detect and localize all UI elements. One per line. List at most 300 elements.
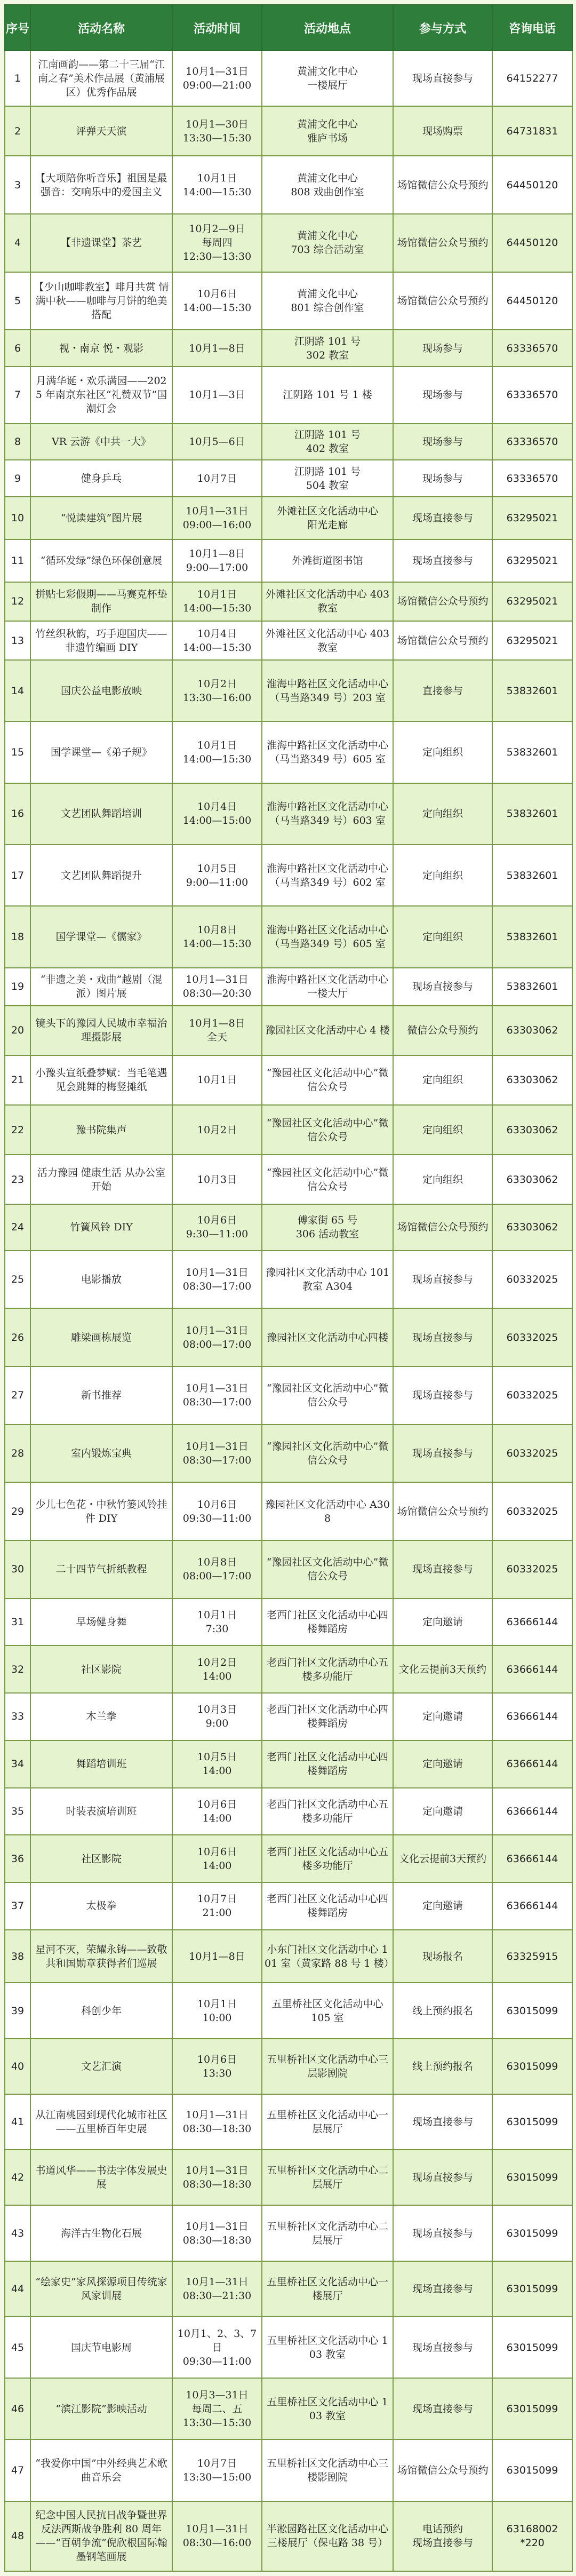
table-row <box>5 539 572 582</box>
contact-phone: 60332025 <box>492 1251 572 1309</box>
activity-time: 10月1—8日 <box>172 330 262 367</box>
participation-method: 现场参与 <box>393 424 492 460</box>
activity-name: 新书推荐 <box>30 1366 172 1425</box>
activity-time: 10月5日 14:00 <box>172 1740 262 1788</box>
activity-name: 室内锻炼宝典 <box>30 1425 172 1483</box>
activity-time: 10月3—31日 每周二、五 13:30—15:30 <box>172 2378 262 2439</box>
row-index: 22 <box>5 1105 30 1155</box>
activity-time: 10月1—31日 09:00—16:00 <box>172 497 262 539</box>
participation-method: 定向组织 <box>393 906 492 967</box>
contact-phone: 64731831 <box>492 106 572 156</box>
activity-time: 10月6日 13:30 <box>172 2039 262 2094</box>
activity-time: 10月3日 <box>172 1155 262 1204</box>
activity-name: 小豫头宣纸叠梦赋：当毛笔遇见会跳舞的梅竖摊纸 <box>30 1055 172 1105</box>
activity-place: 外滩社区文化活动中心 阳光走廊 <box>262 497 393 539</box>
contact-phone: 63295021 <box>492 539 572 582</box>
row-index: 43 <box>5 2205 30 2261</box>
activity-time: 10月1—31日 08:30—21:30 <box>172 2261 262 2317</box>
table-row <box>5 1540 572 1599</box>
activity-time: 10月4日 14:00—15:30 <box>172 621 262 660</box>
row-index: 28 <box>5 1425 30 1483</box>
contact-phone: 63336570 <box>492 460 572 497</box>
row-index: 33 <box>5 1693 30 1740</box>
activity-name: 【大项陪你听音乐】祖国是最强音：交响乐中的爱国主义 <box>30 156 172 214</box>
participation-method: 场馆微信公众号预约 <box>393 2439 492 2501</box>
table-row <box>5 1930 572 1983</box>
table-row <box>5 2261 572 2317</box>
activity-place: 黄浦文化中心 703 综合活动室 <box>262 214 393 272</box>
participation-method: 定向邀请 <box>393 1788 492 1835</box>
row-index: 25 <box>5 1251 30 1309</box>
contact-phone: 63015099 <box>492 2378 572 2439</box>
row-index: 45 <box>5 2317 30 2378</box>
participation-method: 现场直接参与 <box>393 968 492 1006</box>
participation-method: 现场直接参与 <box>393 1425 492 1483</box>
activity-name: “绘家史”家风探源项目传统家风家训展 <box>30 2261 172 2317</box>
participation-method: 文化云提前3天预约 <box>393 1835 492 1882</box>
activity-time: 10月2日 13:30—16:00 <box>172 660 262 721</box>
activity-place: 五里桥社区文化活动中心 105 室 <box>262 1983 393 2038</box>
activity-place: “豫园社区文化活动中心”微信公众号 <box>262 1540 393 1599</box>
row-index: 2 <box>5 106 30 156</box>
activity-place: 老西门社区文化活动中心五楼多功能厅 <box>262 1835 393 1882</box>
table-row <box>5 1599 572 1646</box>
activity-name: 从江南桃园到现代化城市社区——五里桥百年史展 <box>30 2094 172 2150</box>
participation-method: 线上预约报名 <box>393 1983 492 2038</box>
activity-time: 10月1—31日 08:00—17:00 <box>172 1308 262 1366</box>
participation-method: 定向组织 <box>393 1055 492 1105</box>
participation-method: 现场直接参与 <box>393 2317 492 2378</box>
contact-phone: 64450120 <box>492 214 572 272</box>
contact-phone: 63303062 <box>492 1105 572 1155</box>
table-row <box>5 424 572 460</box>
contact-phone: 63295021 <box>492 582 572 621</box>
table-row <box>5 1155 572 1204</box>
row-index: 27 <box>5 1366 30 1425</box>
table-row <box>5 2501 572 2571</box>
participation-method: 现场参与 <box>393 460 492 497</box>
table-row <box>5 1204 572 1250</box>
row-index: 46 <box>5 2378 30 2439</box>
row-index: 5 <box>5 272 30 330</box>
activity-time: 10月1日 <box>172 1055 262 1105</box>
activity-place: 黄浦文化中心 808 戏曲创作室 <box>262 156 393 214</box>
participation-method: 现场直接参与 <box>393 2378 492 2439</box>
activity-place: 外滩社区文化活动中心 403 教室 <box>262 621 393 660</box>
activity-time: 10月1—31日 09:00—21:00 <box>172 51 262 106</box>
activity-name: 拼贴七彩假期——马赛克杯垫制作 <box>30 582 172 621</box>
activity-name: 书道风华——书法字体发展史展 <box>30 2150 172 2205</box>
activity-time: 10月1—31日 08:30—17:00 <box>172 1425 262 1483</box>
activity-time: 10月6日 9:30—11:00 <box>172 1204 262 1250</box>
activity-time: 10月1—31日 08:30—17:00 <box>172 1366 262 1425</box>
activity-place: 淮海中路社区文化活动中心一楼大厅 <box>262 968 393 1006</box>
activity-name: 电影播放 <box>30 1251 172 1309</box>
activity-time: 10月1—31日 08:30—18:30 <box>172 2205 262 2261</box>
activity-name: “悦读建筑”图片展 <box>30 497 172 539</box>
activity-name: 文艺汇演 <box>30 2039 172 2094</box>
contact-phone: 63015099 <box>492 2317 572 2378</box>
activity-time: 10月1—3日 <box>172 367 262 423</box>
activity-place: 淮海中路社区文化活动中心（马当路349 号）605 室 <box>262 906 393 967</box>
row-index: 16 <box>5 783 30 845</box>
activity-place: 老西门社区文化活动中心四楼舞蹈房 <box>262 1740 393 1788</box>
contact-phone: 53832601 <box>492 721 572 783</box>
participation-method: 定向组织 <box>393 721 492 783</box>
activity-name: 江南画韵——第二十三届“江南之春”美术作品展（黄浦展区）优秀作品展 <box>30 51 172 106</box>
activity-place: 淮海中路社区文化活动中心（马当路349 号）605 室 <box>262 721 393 783</box>
contact-phone: 64450120 <box>492 272 572 330</box>
activity-name: 早场健身舞 <box>30 1599 172 1646</box>
participation-method: 现场直接参与 <box>393 1251 492 1309</box>
participation-method: 定向邀请 <box>393 1740 492 1788</box>
activity-place: “豫园社区文化活动中心”微信公众号 <box>262 1105 393 1155</box>
row-index: 37 <box>5 1882 30 1930</box>
participation-method: 定向邀请 <box>393 1882 492 1930</box>
activity-place: 五里桥社区文化活动中心一楼展厅 <box>262 2261 393 2317</box>
activity-place: 五里桥社区文化活动中心 103 教室 <box>262 2317 393 2378</box>
activity-place: 老西门社区文化活动中心四楼舞蹈房 <box>262 1693 393 1740</box>
activity-place: 江阴路 101 号 402 教室 <box>262 424 393 460</box>
activity-name: 镜头下的豫园人民城市幸福治理摄影展 <box>30 1006 172 1055</box>
contact-phone: 64152277 <box>492 51 572 106</box>
contact-phone: 63303062 <box>492 1155 572 1204</box>
contact-phone: 63295021 <box>492 497 572 539</box>
activity-name: 时装表演培训班 <box>30 1788 172 1835</box>
activity-name: 豫书院集声 <box>30 1105 172 1155</box>
row-index: 29 <box>5 1482 30 1540</box>
row-index: 48 <box>5 2501 30 2571</box>
table-row <box>5 2378 572 2439</box>
activity-name: 竹簧风铃 DIY <box>30 1204 172 1250</box>
activity-time: 10月5—6日 <box>172 424 262 460</box>
row-index: 47 <box>5 2439 30 2501</box>
contact-phone: 60332025 <box>492 1308 572 1366</box>
activity-time: 10月1日 14:00—15:30 <box>172 582 262 621</box>
table-row <box>5 621 572 660</box>
participation-method: 微信公众号预约 <box>393 1006 492 1055</box>
row-index: 39 <box>5 1983 30 2038</box>
table-row <box>5 1835 572 1882</box>
activity-place: 老西门社区文化活动中心五楼多功能厅 <box>262 1788 393 1835</box>
activity-place: 豫园社区文化活动中心 101 教室 A304 <box>262 1251 393 1309</box>
participation-method: 定向邀请 <box>393 1599 492 1646</box>
contact-phone: 63015099 <box>492 2261 572 2317</box>
row-index: 42 <box>5 2150 30 2205</box>
row-index: 32 <box>5 1645 30 1693</box>
table-row <box>5 2094 572 2150</box>
activity-table <box>4 4 573 2572</box>
activity-place: “豫园社区文化活动中心”微信公众号 <box>262 1425 393 1483</box>
activity-name: 纪念中国人民抗日战争暨世界反法西斯战争胜利 80 周年——“百朝争流”倪欣根国际翰墨钢笔画展 <box>30 2501 172 2571</box>
activity-place: 黄浦文化中心 801 综合创作室 <box>262 272 393 330</box>
activity-place: 小东门社区文化活动中心 101 室（黄家路 88 号 1 楼） <box>262 1930 393 1983</box>
participation-method: 定向组织 <box>393 783 492 845</box>
activity-name: VR 云游《中共一大》 <box>30 424 172 460</box>
participation-method: 场馆微信公众号预约 <box>393 214 492 272</box>
table-row <box>5 367 572 423</box>
activity-time: 10月1—31日 08:30—20:30 <box>172 968 262 1006</box>
contact-phone: 63325915 <box>492 1930 572 1983</box>
row-index: 35 <box>5 1788 30 1835</box>
row-index: 8 <box>5 424 30 460</box>
activity-time: 10月1—30日 13:30—15:30 <box>172 106 262 156</box>
header-index: 序号 <box>5 5 30 51</box>
row-index: 36 <box>5 1835 30 1882</box>
activity-time: 10月1日 10:00 <box>172 1983 262 2038</box>
activity-place: 五里桥社区文化活动中心一层展厅 <box>262 2094 393 2150</box>
table-header-row <box>5 5 572 51</box>
row-index: 19 <box>5 968 30 1006</box>
contact-phone: 63666144 <box>492 1788 572 1835</box>
table-row <box>5 330 572 367</box>
contact-phone: 63666144 <box>492 1599 572 1646</box>
activity-name: 竹丝织秋韵，巧手迎国庆——非遗竹编画 DIY <box>30 621 172 660</box>
row-index: 4 <box>5 214 30 272</box>
contact-phone: 53832601 <box>492 783 572 845</box>
activity-time: 10月1—31日 08:30—16:00 <box>172 2501 262 2571</box>
activity-place: 五里桥社区文化活动中心 103 教室 <box>262 2378 393 2439</box>
table-row <box>5 783 572 845</box>
row-index: 23 <box>5 1155 30 1204</box>
contact-phone: 63336570 <box>492 367 572 423</box>
contact-phone: 63666144 <box>492 1645 572 1693</box>
activity-place: 淮海中路社区文化活动中心（马当路349 号）203 室 <box>262 660 393 721</box>
activity-name: 舞蹈培训班 <box>30 1740 172 1788</box>
table-row <box>5 214 572 272</box>
contact-phone: 63666144 <box>492 1740 572 1788</box>
row-index: 34 <box>5 1740 30 1788</box>
table-row <box>5 1251 572 1309</box>
participation-method: 现场购票 <box>393 106 492 156</box>
activity-name: 国庆公益电影放映 <box>30 660 172 721</box>
participation-method: 现场直接参与 <box>393 51 492 106</box>
participation-method: 现场报名 <box>393 1930 492 1983</box>
contact-phone: 63303062 <box>492 1204 572 1250</box>
activity-name: 社区影院 <box>30 1645 172 1693</box>
activity-name: 社区影院 <box>30 1835 172 1882</box>
row-index: 24 <box>5 1204 30 1250</box>
activity-place: 豫园社区文化活动中心 A308 <box>262 1482 393 1540</box>
table-row <box>5 2039 572 2094</box>
activity-place: “豫园社区文化活动中心”微信公众号 <box>262 1155 393 1204</box>
activity-time: 10月2日 14:00 <box>172 1645 262 1693</box>
row-index: 38 <box>5 1930 30 1983</box>
participation-method: 直接参与 <box>393 660 492 721</box>
activity-time: 10月1—31日 08:30—18:30 <box>172 2094 262 2150</box>
contact-phone: 64450120 <box>492 156 572 214</box>
activity-time: 10月7日 <box>172 460 262 497</box>
activity-time: 10月1日 14:00—15:30 <box>172 156 262 214</box>
activity-place: 江阴路 101 号 302 教室 <box>262 330 393 367</box>
table-row <box>5 2317 572 2378</box>
activity-place: 豫园社区文化活动中心 4 楼 <box>262 1006 393 1055</box>
activity-place: 半淞园路社区文化活动中心三楼展厅（保屯路 38 号） <box>262 2501 393 2571</box>
contact-phone: 53832601 <box>492 845 572 906</box>
participation-method: 现场直接参与 <box>393 2094 492 2150</box>
participation-method: 场馆微信公众号预约 <box>393 621 492 660</box>
contact-phone: 53832601 <box>492 968 572 1006</box>
activity-place: 五里桥社区文化活动中心三楼影剧院 <box>262 2439 393 2501</box>
participation-method: 定向组织 <box>393 1155 492 1204</box>
activity-time: 10月2—9日 每周四 12:30—13:30 <box>172 214 262 272</box>
contact-phone: 63015099 <box>492 1983 572 2038</box>
activity-name: 健身乒乓 <box>30 460 172 497</box>
activity-time: 10月1日 14:00—15:30 <box>172 721 262 783</box>
row-index: 15 <box>5 721 30 783</box>
activity-time: 10月6日 09:30—11:00 <box>172 1482 262 1540</box>
activity-place: 傅家街 65 号 306 活动教室 <box>262 1204 393 1250</box>
contact-phone: 63168002 *220 <box>492 2501 572 2571</box>
participation-method: 场馆微信公众号预约 <box>393 1482 492 1540</box>
contact-phone: 63015099 <box>492 2205 572 2261</box>
activity-name: “滨江影院”影映活动 <box>30 2378 172 2439</box>
contact-phone: 63666144 <box>492 1882 572 1930</box>
table-row <box>5 1882 572 1930</box>
table-row <box>5 968 572 1006</box>
participation-method: 电话预约 现场直接参与 <box>393 2501 492 2571</box>
row-index: 1 <box>5 51 30 106</box>
participation-method: 定向邀请 <box>393 1693 492 1740</box>
participation-method: 现场参与 <box>393 367 492 423</box>
table-row <box>5 845 572 906</box>
activity-name: 国学课堂—《儒家》 <box>30 906 172 967</box>
activity-name: 视・南京 悦・观影 <box>30 330 172 367</box>
activity-name: 科创少年 <box>30 1983 172 2038</box>
activity-time: 10月7日 21:00 <box>172 1882 262 1930</box>
table-row <box>5 2150 572 2205</box>
table-row <box>5 1645 572 1693</box>
row-index: 14 <box>5 660 30 721</box>
activity-place: 淮海中路社区文化活动中心（马当路349 号）602 室 <box>262 845 393 906</box>
table-row <box>5 1055 572 1105</box>
table-row <box>5 1366 572 1425</box>
activity-time: 10月8日 14:00—15:30 <box>172 906 262 967</box>
participation-method: 线上预约报名 <box>393 2039 492 2094</box>
activity-name: 雕梁画栋展览 <box>30 1308 172 1366</box>
row-index: 10 <box>5 497 30 539</box>
table-row <box>5 497 572 539</box>
activity-name: 评弹天天演 <box>30 106 172 156</box>
participation-method: 场馆微信公众号预约 <box>393 582 492 621</box>
activity-place: 外滩社区文化活动中心 403 教室 <box>262 582 393 621</box>
row-index: 7 <box>5 367 30 423</box>
header-activity-time: 活动时间 <box>172 5 262 51</box>
activity-name: 文艺团队舞蹈培训 <box>30 783 172 845</box>
table-row <box>5 1006 572 1055</box>
activity-name: 太极拳 <box>30 1882 172 1930</box>
activity-time: 10月6日 14:00—15:30 <box>172 272 262 330</box>
activity-place: 五里桥社区文化活动中心三层影剧院 <box>262 2039 393 2094</box>
table-row <box>5 2439 572 2501</box>
contact-phone: 60332025 <box>492 1540 572 1599</box>
contact-phone: 63015099 <box>492 2150 572 2205</box>
row-index: 9 <box>5 460 30 497</box>
contact-phone: 63336570 <box>492 424 572 460</box>
header-activity-name: 活动名称 <box>30 5 172 51</box>
activity-time: 10月3日 9:00 <box>172 1693 262 1740</box>
activity-place: 五里桥社区文化活动中心二层展厅 <box>262 2150 393 2205</box>
table-row <box>5 460 572 497</box>
table-row <box>5 1788 572 1835</box>
activity-place: 老西门社区文化活动中心四楼舞蹈房 <box>262 1599 393 1646</box>
activity-time: 10月1—31日 08:30—18:30 <box>172 2150 262 2205</box>
activity-name: “我爱你中国”中外经典艺术歌曲音乐会 <box>30 2439 172 2501</box>
participation-method: 现场直接参与 <box>393 1366 492 1425</box>
row-index: 21 <box>5 1055 30 1105</box>
table-row <box>5 51 572 106</box>
activity-place: 淮海中路社区文化活动中心（马当路349 号）603 室 <box>262 783 393 845</box>
table-row <box>5 1983 572 2038</box>
activity-place: 江阴路 101 号 504 教室 <box>262 460 393 497</box>
contact-phone: 63666144 <box>492 1693 572 1740</box>
activity-place: 老西门社区文化活动中心四楼舞蹈房 <box>262 1882 393 1930</box>
activity-name: 活力豫园 健康生活 从办公室开始 <box>30 1155 172 1204</box>
contact-phone: 63015099 <box>492 2094 572 2150</box>
table-row <box>5 106 572 156</box>
contact-phone: 60332025 <box>492 1482 572 1540</box>
contact-phone: 60332025 <box>492 1425 572 1483</box>
table-row <box>5 1482 572 1540</box>
header-activity-place: 活动地点 <box>262 5 393 51</box>
table-body <box>5 51 572 2571</box>
activity-place: 江阴路 101 号 1 楼 <box>262 367 393 423</box>
activity-name: 文艺团队舞蹈提升 <box>30 845 172 906</box>
activity-time: 10月1日 7:30 <box>172 1599 262 1646</box>
participation-method: 现场直接参与 <box>393 2150 492 2205</box>
participation-method: 文化云提前3天预约 <box>393 1645 492 1693</box>
row-index: 44 <box>5 2261 30 2317</box>
row-index: 13 <box>5 621 30 660</box>
activity-name: 二十四节气折纸教程 <box>30 1540 172 1599</box>
activity-place: 五里桥社区文化活动中心二层展厅 <box>262 2205 393 2261</box>
activity-time: 10月6日 14:00 <box>172 1788 262 1835</box>
participation-method: 现场直接参与 <box>393 1540 492 1599</box>
header-phone: 咨询电话 <box>492 5 572 51</box>
activity-time: 10月1、2、3、7日 09:30—11:00 <box>172 2317 262 2378</box>
participation-method: 现场直接参与 <box>393 539 492 582</box>
activity-place: 豫园社区文化活动中心四楼 <box>262 1308 393 1366</box>
activity-name: 木兰拳 <box>30 1693 172 1740</box>
participation-method: 现场直接参与 <box>393 2205 492 2261</box>
activity-name: “非遗之美・戏曲”越剧（混派）图片展 <box>30 968 172 1006</box>
row-index: 17 <box>5 845 30 906</box>
activity-place: 黄浦文化中心 雅庐书场 <box>262 106 393 156</box>
participation-method: 场馆微信公众号预约 <box>393 1204 492 1250</box>
contact-phone: 63015099 <box>492 2039 572 2094</box>
contact-phone: 63666144 <box>492 1835 572 1882</box>
contact-phone: 53832601 <box>492 906 572 967</box>
contact-phone: 63015099 <box>492 2439 572 2501</box>
table-row <box>5 1425 572 1483</box>
activity-time: 10月8日 08:00—17:00 <box>172 1540 262 1599</box>
table-row <box>5 156 572 214</box>
table-row <box>5 1693 572 1740</box>
participation-method: 现场直接参与 <box>393 1308 492 1366</box>
activity-place: 黄浦文化中心 一楼展厅 <box>262 51 393 106</box>
activity-time: 10月4日 14:00—15:00 <box>172 783 262 845</box>
contact-phone: 60332025 <box>492 1366 572 1425</box>
activity-name: 【少山咖啡教室】啡月共赏 情满中秋——咖啡与月饼的绝美搭配 <box>30 272 172 330</box>
header-participation-method: 参与方式 <box>393 5 492 51</box>
activity-name: 国学课堂—《弟子规》 <box>30 721 172 783</box>
participation-method: 现场直接参与 <box>393 2261 492 2317</box>
activity-time: 10月1—8日 9:00—17:00 <box>172 539 262 582</box>
activity-time: 10月7日 13:30—15:00 <box>172 2439 262 2501</box>
contact-phone: 63303062 <box>492 1055 572 1105</box>
table-row <box>5 721 572 783</box>
row-index: 11 <box>5 539 30 582</box>
